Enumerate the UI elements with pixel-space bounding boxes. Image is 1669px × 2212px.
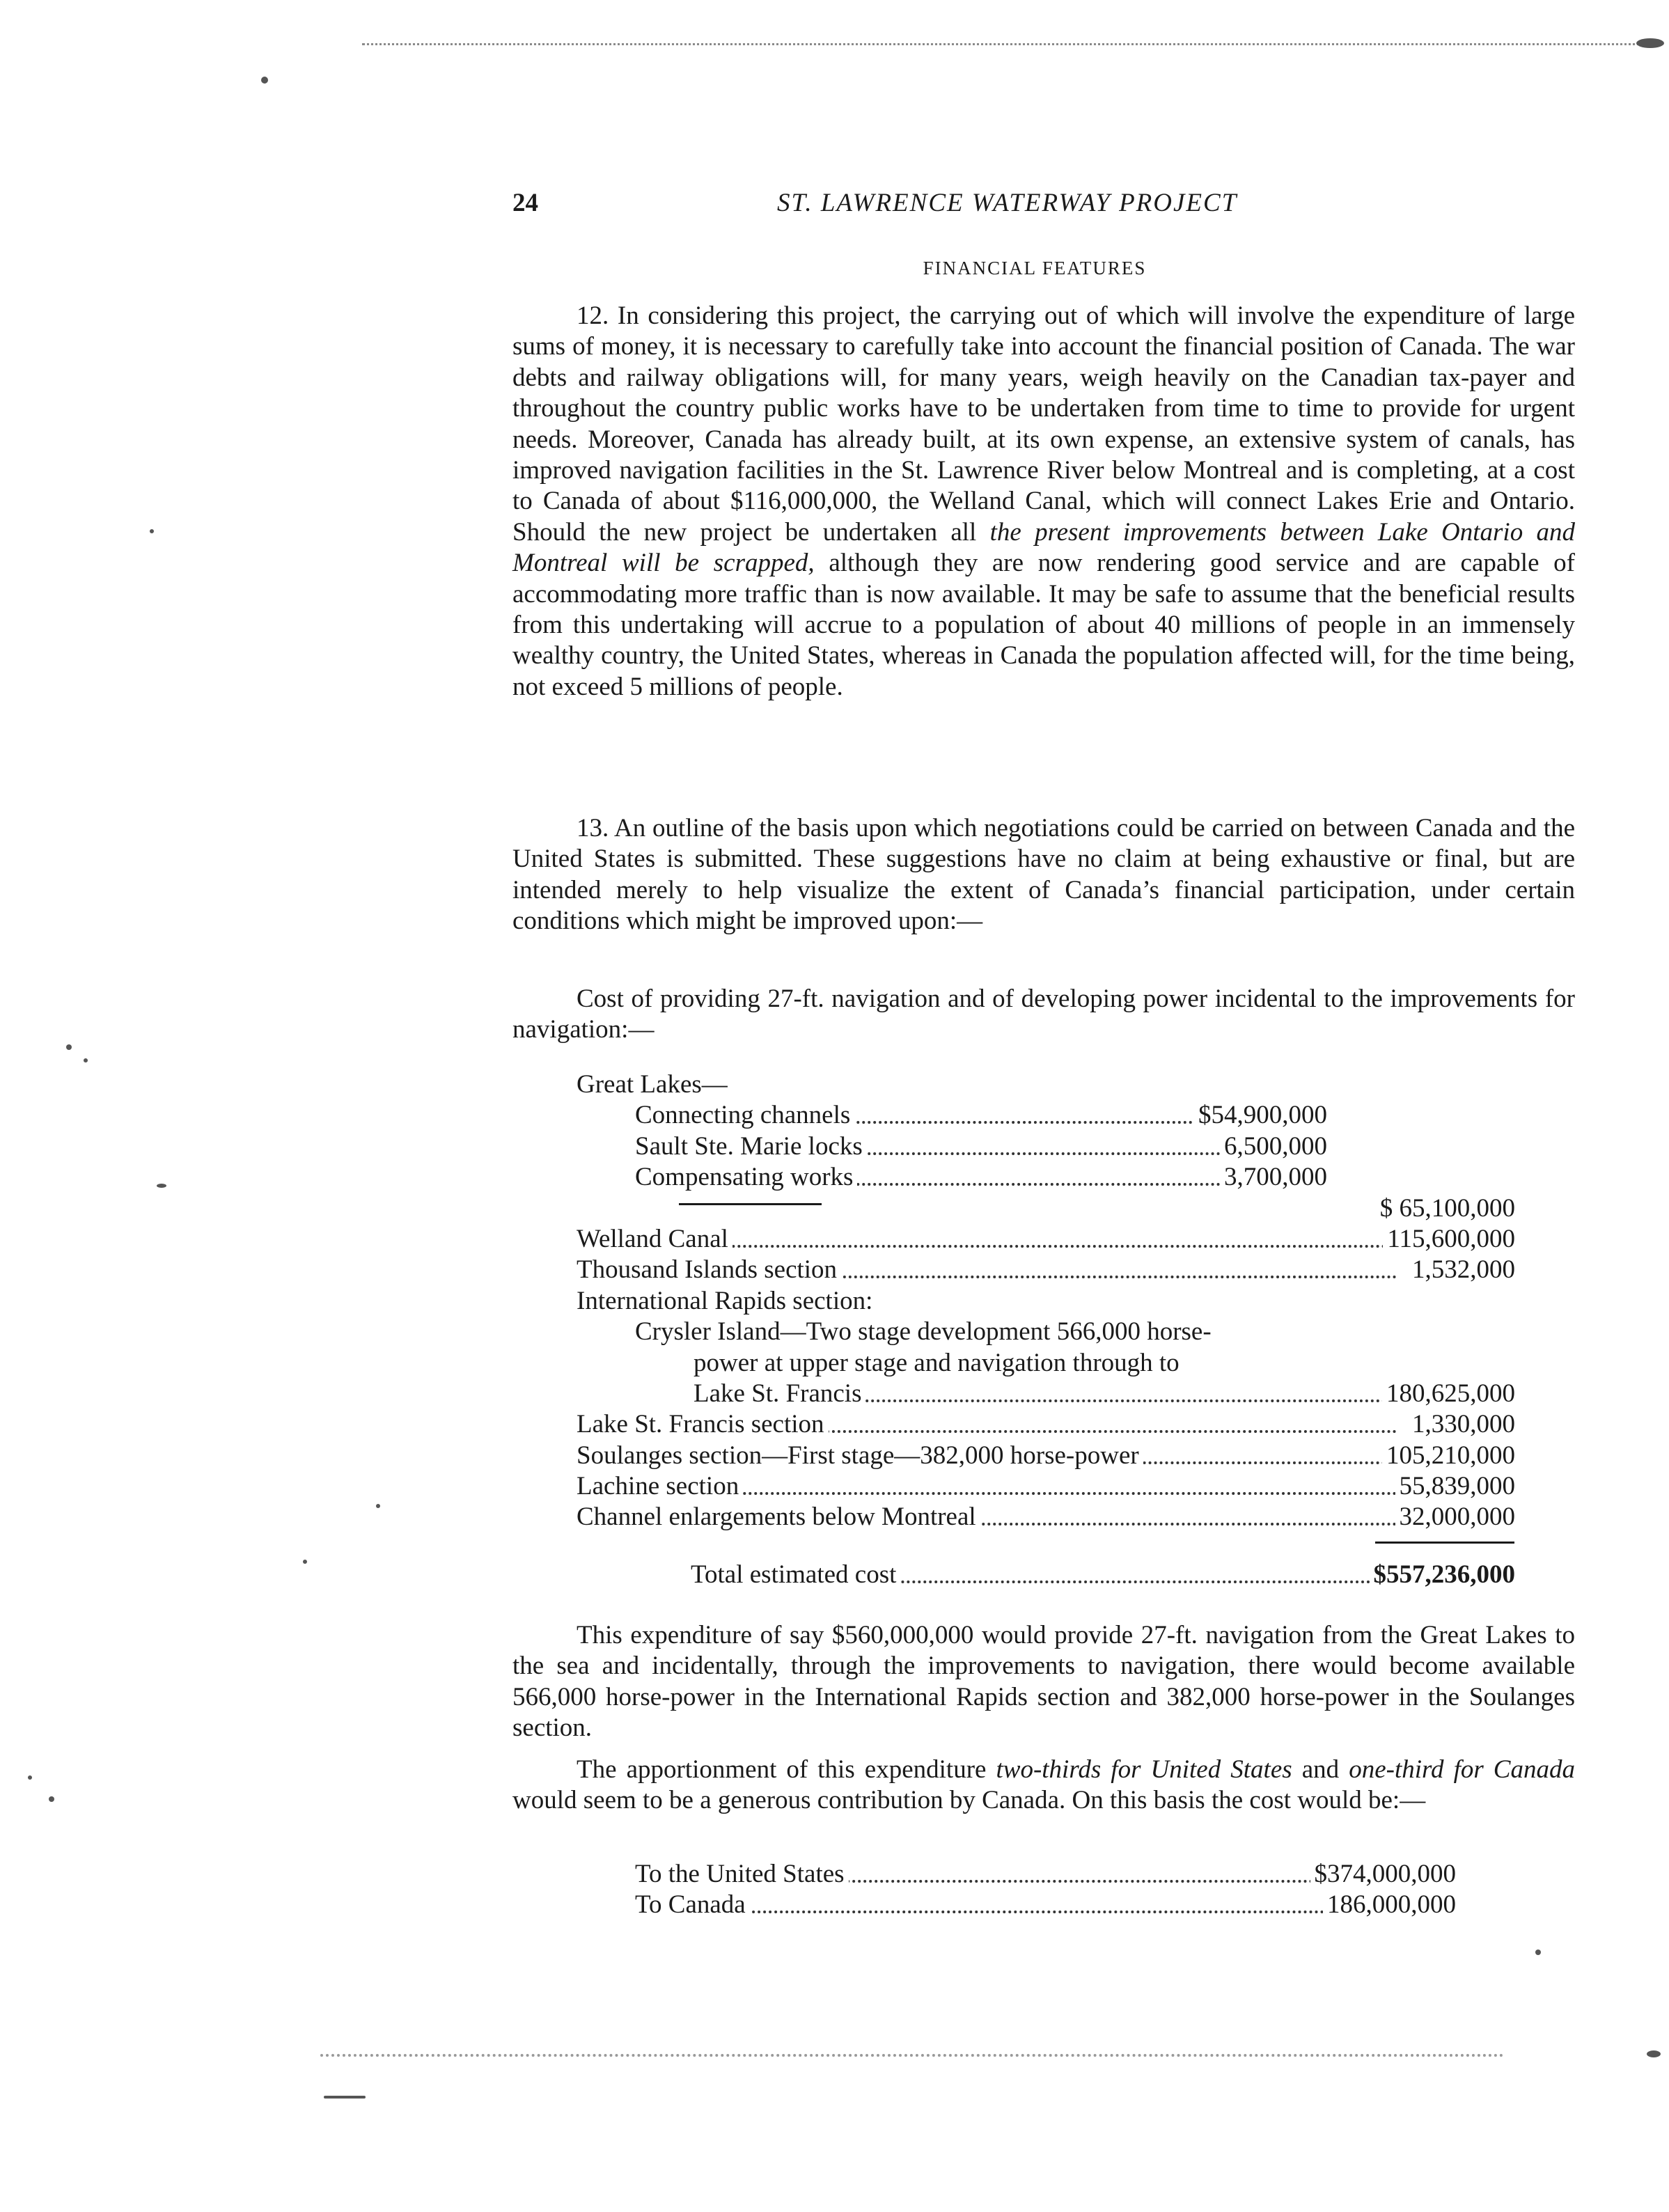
table-row: Lake St. Francis 180,625,000: [512, 1379, 1571, 1409]
scan-speck: [28, 1775, 32, 1780]
scan-speck: [49, 1796, 54, 1802]
split-row: To Canada 186,000,000: [512, 1890, 1571, 1920]
total-rule: [1375, 1542, 1514, 1544]
table-row: International Rapids section:: [512, 1286, 1571, 1317]
apportionment-paragraph: The apportionment of this expenditure two-thirds for United States and one-third for Canada would seem to be a generous contribution by Canada. On this basis the cost would be:—: [512, 1755, 1575, 1815]
page-number: 24: [512, 189, 538, 217]
scan-speck: [303, 1560, 307, 1564]
running-title: ST. LAWRENCE WATERWAY PROJECT: [777, 189, 1238, 217]
scan-speck: [1535, 1950, 1541, 1955]
table-row: Soulanges section—First stage—382,000 horse-power 105,210,000: [512, 1441, 1571, 1471]
scan-speck: [84, 1058, 88, 1062]
table-row: Thousand Islands section 1,532,000: [512, 1255, 1571, 1285]
cost-split: [512, 1859, 1571, 1921]
total-value: $557,236,000: [1370, 1560, 1516, 1590]
scan-speck: [150, 529, 154, 533]
table-row: Great Lakes—: [512, 1069, 1571, 1100]
table-row: Connecting channels $54,900,000: [512, 1100, 1571, 1131]
table-row: Welland Canal 115,600,000: [512, 1224, 1571, 1255]
split-row: To the United States $374,000,000: [512, 1859, 1571, 1890]
page-header: [512, 188, 1557, 230]
paragraph-12: 12. In considering this project, the carrying out of which will involve the expenditure of large sums of money, it is necessary to carefully take into account the financial position of Canada. The war debts and railway obligations will, for many years, weigh heavily on the Canadian tax-payer and throughout the country public works have to be undertaken from time to time to provide for urgent needs. Moreover, Canada has already built, at its own expense, an extensive system of canals, has improved navigation facilities in the St. Lawrence River below Montreal and is completing, at a cost to Canada of about $116,000,000, the Welland Canal, which will connect Lakes Erie and Ontario. Should the new project be undertaken all the present improvements between Lake Ontario and Montreal will be scrapped, although they are now rendering good service and are capable of accommodating more traffic than is now available. It may be safe to assume that the beneficial results from this undertaking will accrue to a population of about 40 millions of people in an immensely wealthy country, the United States, whereas in Canada the population affected will, for the time being, not exceed 5 millions of people.: [512, 301, 1575, 701]
table-row: Compensating works 3,700,000: [512, 1162, 1571, 1193]
scan-artifact-bottom: [320, 2054, 1504, 2057]
scan-speck: [324, 2096, 366, 2099]
emphasis-scrapped: the present improvements between Lake Ontario and Montreal will be scrapped,: [512, 517, 1575, 578]
scan-speck: [261, 77, 268, 84]
cost-intro: Cost of providing 27-ft. navigation and of developing power incidental to the improvements for navigation:—: [512, 985, 1575, 1044]
section-heading: FINANCIAL FEATURES: [923, 258, 1147, 279]
scan-speck: [376, 1504, 380, 1508]
table-row: Channel enlargements below Montreal 32,000,000: [512, 1502, 1571, 1532]
scan-speck: [1647, 2050, 1661, 2057]
table-row: $ 65,100,000: [512, 1193, 1571, 1224]
table-row: Lake St. Francis section 1,330,000: [512, 1409, 1571, 1440]
total-row: Total estimated cost $557,236,000: [691, 1560, 1515, 1589]
table-row: Crysler Island—Two stage development 566,000 horse-: [512, 1317, 1571, 1347]
cost-table: [512, 1069, 1571, 1533]
scan-speck: [1636, 38, 1664, 48]
table-row: Sault Ste. Marie locks 6,500,000: [512, 1131, 1571, 1162]
scan-artifact-top: [362, 43, 1657, 45]
paragraph-13: 13. An outline of the basis upon which negotiations could be carried on between Canada and the United States is submitted. These suggestions have no claim at being exhaustive or final, but are intended merely to help visualize the extent of Canada’s financial participation, under certain conditions which might be improved upon:—: [512, 814, 1575, 936]
scan-speck: [157, 1184, 166, 1188]
table-row: power at upper stage and navigation through to: [512, 1348, 1571, 1379]
subtotal-rule: [679, 1203, 822, 1205]
scan-speck: [66, 1044, 72, 1050]
table-row: Lachine section 55,839,000: [512, 1471, 1571, 1502]
expenditure-paragraph: This expenditure of say $560,000,000 would provide 27-ft. navigation from the Great Lakes to the sea and incidentally, through the improvements to navigation, there would become available 566,000 horse-power in the International Rapids section and 382,000 horse-power in the Soulanges section.: [512, 1621, 1575, 1743]
